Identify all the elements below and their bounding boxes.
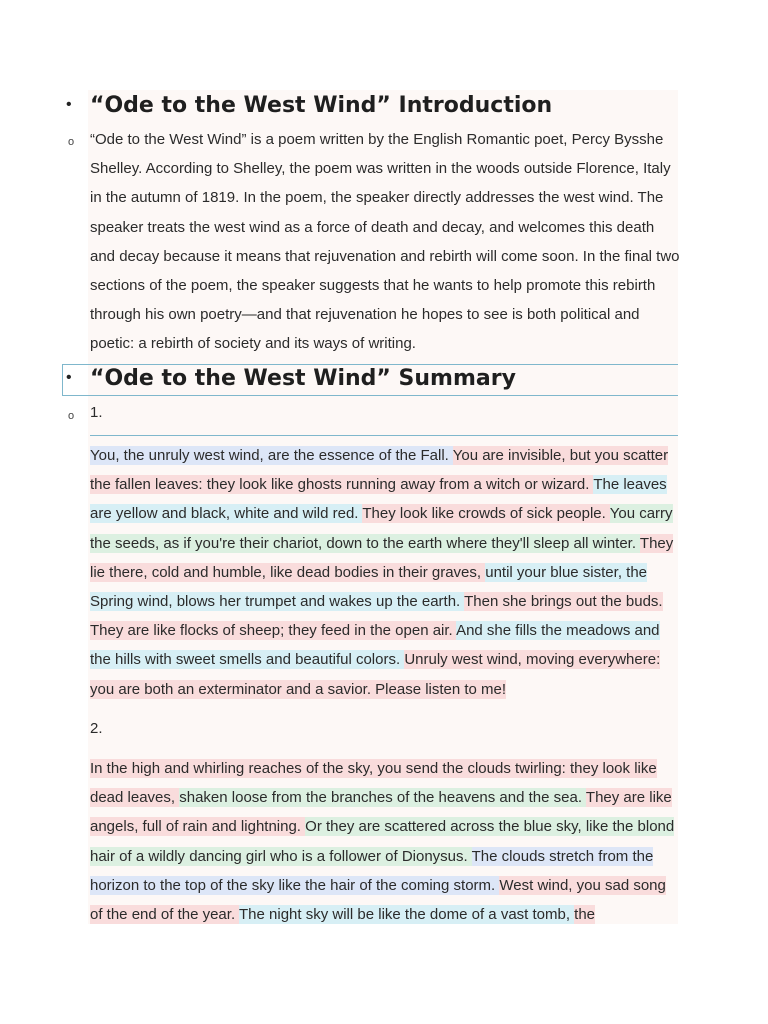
heading-bullet-intro: • [66,96,72,113]
section-2-paragraph [90,754,680,929]
highlighted-sentence[interactable]: The night sky will be like the dome of a vast tomb, [239,906,575,924]
section-1-paragraph [90,441,680,704]
highlighted-sentence[interactable]: The clouds stretch from the horizon to the top of the sky like the hair of the coming storm. [90,847,654,894]
section-number-2: 2. [90,720,103,737]
heading-bullet-summary: • [66,369,72,386]
section-divider [90,435,678,436]
section-number-1: 1. [90,404,103,421]
highlighted-sentence[interactable]: They lie there, cold and humble, like dead bodies in their graves, [90,534,674,581]
highlighted-sentence[interactable]: You are invisible, but you scatter the fallen leaves: they look like ghosts running away from a witch or wizard. [90,447,669,494]
highlighted-sentence[interactable]: Then she brings out the buds. They are like flocks of sheep; they feed in the open air. [90,593,663,640]
summary-heading[interactable]: “Ode to the West Wind” Summary [90,366,516,391]
highlighted-sentence[interactable]: Or they are scattered across the blue sky, like the blond hair of a wildly dancing girl who is a follower of Dionysus. [90,818,675,865]
subbullet-intro: o [68,136,75,148]
highlighted-sentence[interactable]: shaken loose from the branches of the heavens and the sea. [179,789,586,807]
subbullet-summary: o [68,410,75,422]
highlighted-sentence[interactable]: They are like angels, full of rain and lightning. [90,789,672,836]
intro-heading: “Ode to the West Wind” Introduction [90,93,553,118]
highlighted-sentence[interactable]: West wind, you sad song of the end of the year. [90,876,666,924]
highlighted-sentence[interactable]: In the high and whirling reaches of the sky, you send the clouds twirling: they look like dead leaves, [90,760,657,807]
highlighted-sentence[interactable]: Unruly west wind, moving everywhere: you are both an exterminator and a savior. Please listen to me! [90,651,661,698]
highlighted-sentence[interactable]: And she fills the meadows and the hills with sweet smells and beautiful colors. [90,622,660,669]
highlighted-sentence[interactable]: You carry the seeds, as if you're their chariot, down to the earth where they'll sleep all winter. [90,505,673,552]
highlighted-sentence[interactable]: They look like crowds of sick people. [362,505,610,523]
intro-paragraph: “Ode to the West Wind” is a poem written by the English Romantic poet, Percy Bysshe Shelley. According to Shelley, the poem was written in the woods outside Florence, Italy in the autumn of 1819. In the poem, the speaker directly addresses the west wind. The speaker treats the west wind as a force of death and decay, and welcomes this death and decay because it means that rejuvenation and rebirth will come soon. In the final two sections of the poem, the speaker suggests that he wants to help promote this rebirth through his own poetry—and that rejuvenation he hopes to see is both political and poetic: a rebirth of society and its ways of writing. [90,131,680,353]
highlighted-sentence[interactable]: The leaves are yellow and black, white and wild red. [90,476,667,523]
highlighted-sentence[interactable]: You, the unruly west wind, are the essence of the Fall. [90,447,453,464]
highlighted-sentence[interactable]: the [574,906,596,924]
highlighted-sentence[interactable]: until your blue sister, the Spring wind, blows her trumpet and wakes up the earth. [90,563,648,611]
